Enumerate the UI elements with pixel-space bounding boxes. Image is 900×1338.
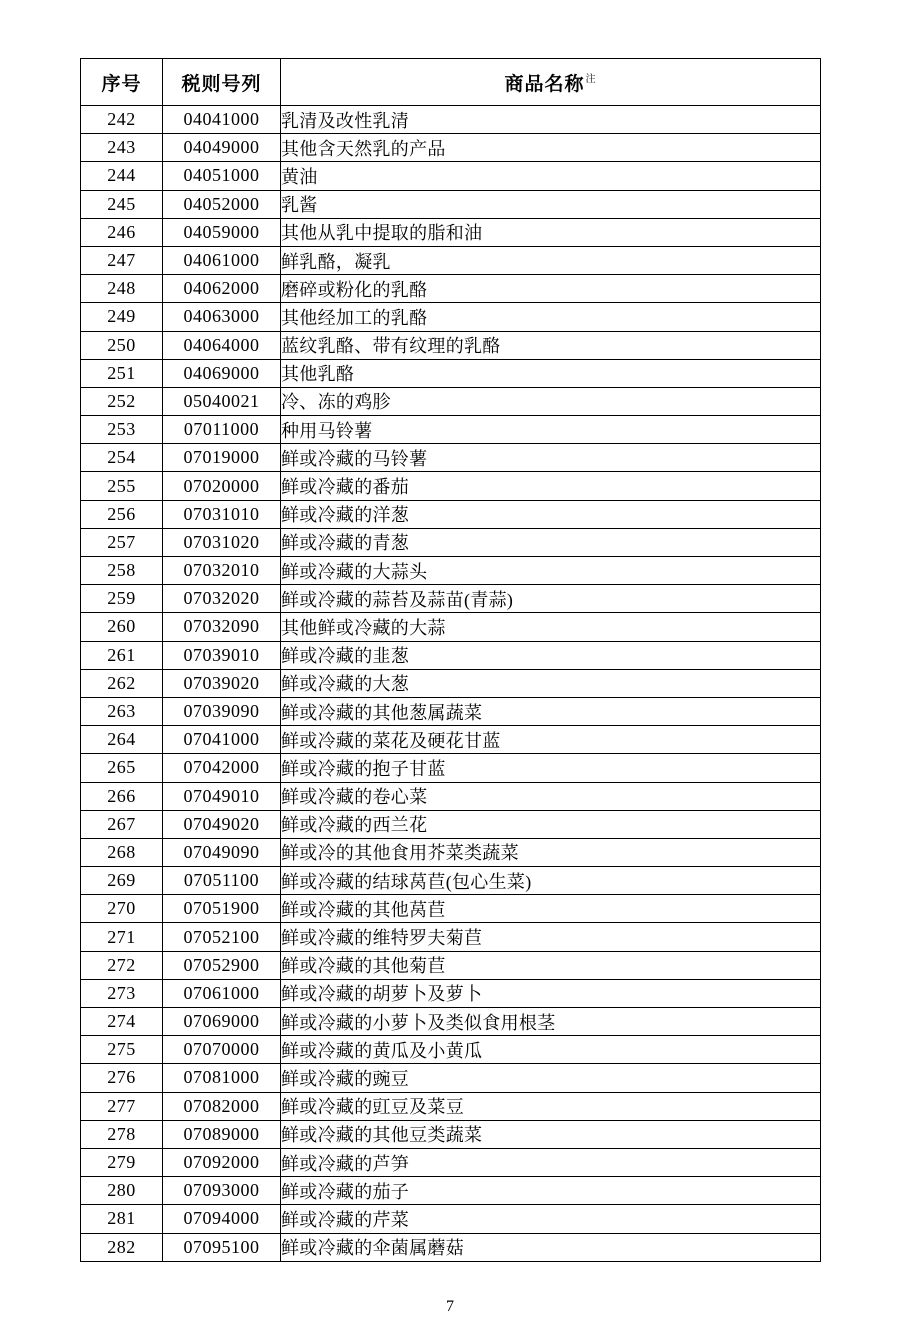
cell-seq: 255 — [81, 472, 163, 500]
cell-tariff-code: 04063000 — [163, 303, 281, 331]
cell-tariff-code: 07082000 — [163, 1092, 281, 1120]
cell-tariff-code: 07051100 — [163, 867, 281, 895]
cell-tariff-code: 04041000 — [163, 106, 281, 134]
table-row — [81, 641, 821, 669]
cell-seq: 263 — [81, 697, 163, 725]
cell-tariff-code: 05040021 — [163, 387, 281, 415]
cell-commodity-name: 其他含天然乳的产品 — [281, 134, 821, 162]
cell-commodity-name: 鲜或冷藏的其他莴苣 — [281, 895, 821, 923]
cell-seq: 252 — [81, 387, 163, 415]
cell-tariff-code: 07039090 — [163, 697, 281, 725]
table-body — [81, 106, 821, 1262]
cell-commodity-name: 鲜或冷藏的结球莴苣(包心生菜) — [281, 867, 821, 895]
cell-tariff-code: 07092000 — [163, 1148, 281, 1176]
column-header-seq: 序号 — [81, 59, 163, 106]
table-row — [81, 810, 821, 838]
cell-tariff-code: 07095100 — [163, 1233, 281, 1261]
cell-tariff-code: 07031010 — [163, 500, 281, 528]
cell-commodity-name: 鲜或冷的其他食用芥菜类蔬菜 — [281, 838, 821, 866]
cell-tariff-code: 04049000 — [163, 134, 281, 162]
table-row — [81, 613, 821, 641]
cell-seq: 277 — [81, 1092, 163, 1120]
table-row — [81, 1064, 821, 1092]
cell-commodity-name: 鲜或冷藏的马铃薯 — [281, 444, 821, 472]
cell-commodity-name: 磨碎或粉化的乳酪 — [281, 275, 821, 303]
cell-commodity-name: 鲜或冷藏的韭葱 — [281, 641, 821, 669]
column-header-name-text: 商品名称 — [504, 73, 585, 95]
cell-seq: 280 — [81, 1177, 163, 1205]
cell-commodity-name: 鲜或冷藏的蒜苔及蒜苗(青蒜) — [281, 585, 821, 613]
cell-seq: 258 — [81, 557, 163, 585]
cell-tariff-code: 07049020 — [163, 810, 281, 838]
cell-commodity-name: 鲜或冷藏的小萝卜及类似食用根茎 — [281, 1008, 821, 1036]
cell-commodity-name: 其他鲜或冷藏的大蒜 — [281, 613, 821, 641]
cell-tariff-code: 07052100 — [163, 923, 281, 951]
cell-seq: 246 — [81, 218, 163, 246]
table-row — [81, 585, 821, 613]
cell-seq: 260 — [81, 613, 163, 641]
cell-commodity-name: 鲜或冷藏的其他菊苣 — [281, 951, 821, 979]
table-row — [81, 218, 821, 246]
cell-commodity-name: 鲜或冷藏的菜花及硬花甘蓝 — [281, 726, 821, 754]
cell-tariff-code: 04051000 — [163, 162, 281, 190]
cell-tariff-code: 07019000 — [163, 444, 281, 472]
table-row — [81, 416, 821, 444]
table-row — [81, 528, 821, 556]
cell-commodity-name: 鲜或冷藏的芹菜 — [281, 1205, 821, 1233]
cell-commodity-name: 鲜或冷藏的芦笋 — [281, 1148, 821, 1176]
column-header-name-text-wrap — [504, 69, 596, 96]
table-row — [81, 1148, 821, 1176]
cell-tariff-code: 07039010 — [163, 641, 281, 669]
cell-commodity-name: 鲜或冷藏的西兰花 — [281, 810, 821, 838]
cell-tariff-code: 07089000 — [163, 1120, 281, 1148]
cell-tariff-code: 07052900 — [163, 951, 281, 979]
cell-commodity-name: 鲜或冷藏的抱子甘蓝 — [281, 754, 821, 782]
cell-commodity-name: 冷、冻的鸡胗 — [281, 387, 821, 415]
table-header — [81, 59, 821, 106]
cell-seq: 250 — [81, 331, 163, 359]
cell-seq: 254 — [81, 444, 163, 472]
cell-seq: 243 — [81, 134, 163, 162]
cell-commodity-name: 鲜或冷藏的豌豆 — [281, 1064, 821, 1092]
cell-seq: 264 — [81, 726, 163, 754]
cell-tariff-code: 07049090 — [163, 838, 281, 866]
table-row — [81, 951, 821, 979]
table-row — [81, 303, 821, 331]
cell-seq: 282 — [81, 1233, 163, 1261]
cell-seq: 281 — [81, 1205, 163, 1233]
cell-seq: 262 — [81, 669, 163, 697]
cell-commodity-name: 鲜或冷藏的黄瓜及小黄瓜 — [281, 1036, 821, 1064]
cell-commodity-name: 其他从乳中提取的脂和油 — [281, 218, 821, 246]
cell-seq: 265 — [81, 754, 163, 782]
cell-seq: 266 — [81, 782, 163, 810]
cell-tariff-code: 07011000 — [163, 416, 281, 444]
cell-tariff-code: 07032010 — [163, 557, 281, 585]
cell-commodity-name: 鲜或冷藏的洋葱 — [281, 500, 821, 528]
cell-tariff-code: 07081000 — [163, 1064, 281, 1092]
cell-seq: 248 — [81, 275, 163, 303]
cell-commodity-name: 鲜或冷藏的大蒜头 — [281, 557, 821, 585]
cell-tariff-code: 07039020 — [163, 669, 281, 697]
cell-seq: 261 — [81, 641, 163, 669]
cell-commodity-name: 乳酱 — [281, 190, 821, 218]
cell-commodity-name: 鲜乳酪，凝乳 — [281, 246, 821, 274]
cell-commodity-name: 其他经加工的乳酪 — [281, 303, 821, 331]
cell-commodity-name: 鲜或冷藏的维特罗夫菊苣 — [281, 923, 821, 951]
cell-tariff-code: 07069000 — [163, 1008, 281, 1036]
cell-seq: 256 — [81, 500, 163, 528]
cell-tariff-code: 04064000 — [163, 331, 281, 359]
cell-commodity-name: 乳清及改性乳清 — [281, 106, 821, 134]
cell-tariff-code: 04061000 — [163, 246, 281, 274]
table-row — [81, 190, 821, 218]
cell-tariff-code: 07020000 — [163, 472, 281, 500]
cell-commodity-name: 鲜或冷藏的胡萝卜及萝卜 — [281, 979, 821, 1007]
table-row — [81, 557, 821, 585]
table-row — [81, 275, 821, 303]
cell-seq: 249 — [81, 303, 163, 331]
cell-commodity-name: 蓝纹乳酪、带有纹理的乳酪 — [281, 331, 821, 359]
cell-tariff-code: 07093000 — [163, 1177, 281, 1205]
table-row — [81, 1008, 821, 1036]
table-row — [81, 867, 821, 895]
cell-tariff-code: 07051900 — [163, 895, 281, 923]
table-row — [81, 246, 821, 274]
cell-commodity-name: 鲜或冷藏的卷心菜 — [281, 782, 821, 810]
cell-seq: 245 — [81, 190, 163, 218]
table-row — [81, 754, 821, 782]
cell-commodity-name: 黄油 — [281, 162, 821, 190]
cell-tariff-code: 04059000 — [163, 218, 281, 246]
cell-seq: 275 — [81, 1036, 163, 1064]
cell-seq: 276 — [81, 1064, 163, 1092]
table-row — [81, 697, 821, 725]
table-row — [81, 472, 821, 500]
cell-commodity-name: 种用马铃薯 — [281, 416, 821, 444]
table-row — [81, 923, 821, 951]
table-row — [81, 782, 821, 810]
cell-commodity-name: 鲜或冷藏的豇豆及菜豆 — [281, 1092, 821, 1120]
cell-seq: 267 — [81, 810, 163, 838]
cell-seq: 259 — [81, 585, 163, 613]
table-row — [81, 387, 821, 415]
cell-tariff-code: 07032090 — [163, 613, 281, 641]
table-row — [81, 500, 821, 528]
table-row — [81, 838, 821, 866]
table-row — [81, 1205, 821, 1233]
cell-tariff-code: 07031020 — [163, 528, 281, 556]
cell-seq: 278 — [81, 1120, 163, 1148]
cell-tariff-code: 07041000 — [163, 726, 281, 754]
cell-tariff-code: 07061000 — [163, 979, 281, 1007]
tariff-table — [80, 58, 821, 1262]
table-header-row — [81, 59, 821, 106]
cell-tariff-code: 07042000 — [163, 754, 281, 782]
cell-commodity-name: 鲜或冷藏的番茄 — [281, 472, 821, 500]
column-header-name — [281, 59, 821, 106]
cell-tariff-code: 07094000 — [163, 1205, 281, 1233]
table-row — [81, 1092, 821, 1120]
cell-seq: 270 — [81, 895, 163, 923]
table-row — [81, 1233, 821, 1261]
cell-seq: 247 — [81, 246, 163, 274]
cell-tariff-code: 07032020 — [163, 585, 281, 613]
cell-commodity-name: 鲜或冷藏的青葱 — [281, 528, 821, 556]
table-row — [81, 1120, 821, 1148]
table-row — [81, 162, 821, 190]
cell-tariff-code: 04052000 — [163, 190, 281, 218]
table-row — [81, 979, 821, 1007]
cell-seq: 269 — [81, 867, 163, 895]
cell-seq: 244 — [81, 162, 163, 190]
cell-tariff-code: 07070000 — [163, 1036, 281, 1064]
table-row — [81, 359, 821, 387]
table-row — [81, 1036, 821, 1064]
cell-commodity-name: 鲜或冷藏的茄子 — [281, 1177, 821, 1205]
cell-commodity-name: 鲜或冷藏的其他豆类蔬菜 — [281, 1120, 821, 1148]
cell-tariff-code: 04062000 — [163, 275, 281, 303]
cell-seq: 251 — [81, 359, 163, 387]
cell-seq: 271 — [81, 923, 163, 951]
table-row — [81, 726, 821, 754]
cell-seq: 279 — [81, 1148, 163, 1176]
table-row — [81, 669, 821, 697]
page-number: 7 — [446, 1298, 454, 1315]
table-row — [81, 134, 821, 162]
cell-seq: 253 — [81, 416, 163, 444]
cell-seq: 242 — [81, 106, 163, 134]
cell-commodity-name: 鲜或冷藏的伞菌属蘑菇 — [281, 1233, 821, 1261]
cell-tariff-code: 07049010 — [163, 782, 281, 810]
table-row — [81, 895, 821, 923]
table-row — [81, 331, 821, 359]
table-row — [81, 106, 821, 134]
cell-tariff-code: 04069000 — [163, 359, 281, 387]
cell-seq: 272 — [81, 951, 163, 979]
table-row — [81, 444, 821, 472]
cell-seq: 274 — [81, 1008, 163, 1036]
cell-commodity-name: 其他乳酪 — [281, 359, 821, 387]
table-row — [81, 1177, 821, 1205]
cell-seq: 273 — [81, 979, 163, 1007]
cell-seq: 257 — [81, 528, 163, 556]
cell-commodity-name: 鲜或冷藏的其他葱属蔬菜 — [281, 697, 821, 725]
cell-seq: 268 — [81, 838, 163, 866]
cell-commodity-name: 鲜或冷藏的大葱 — [281, 669, 821, 697]
column-header-code: 税则号列 — [163, 59, 281, 106]
note-superscript: 注 — [585, 74, 597, 86]
